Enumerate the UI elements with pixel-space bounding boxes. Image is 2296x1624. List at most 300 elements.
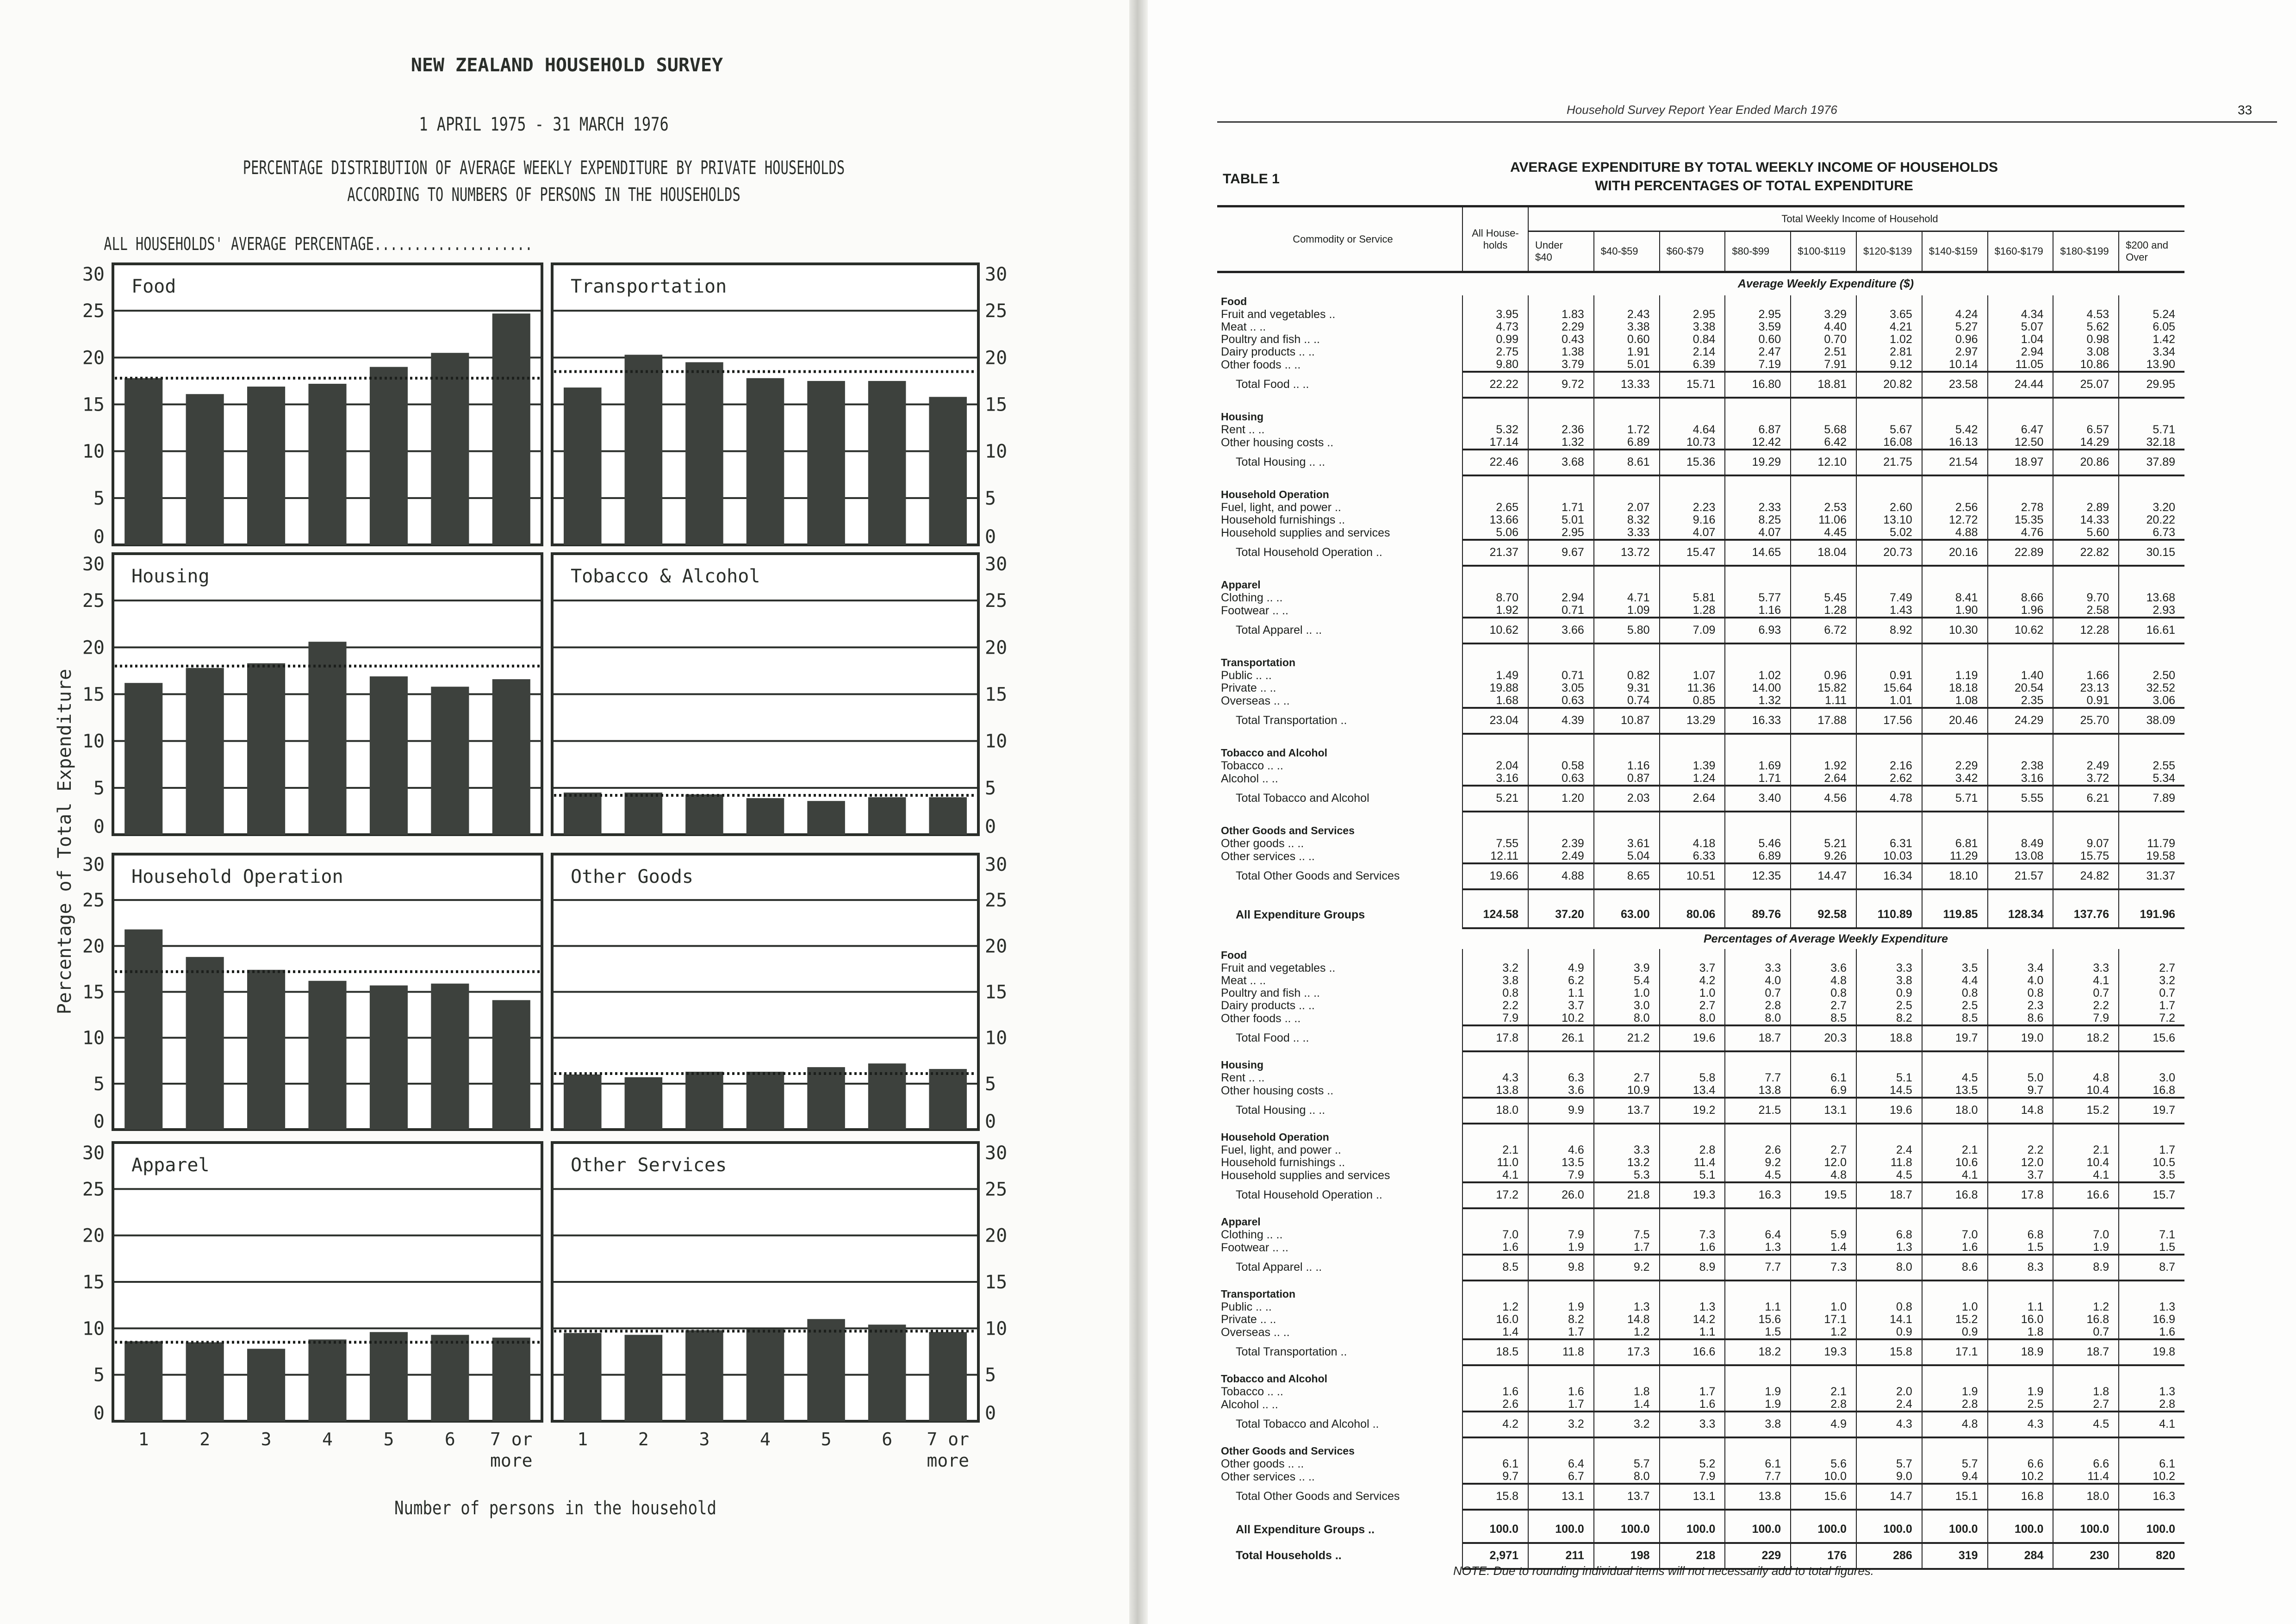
- survey-title: NEW ZEALAND HOUSEHOLD SURVEY: [411, 55, 723, 76]
- cell-value: 0.74: [1594, 694, 1660, 708]
- y-tick-label: 25: [82, 890, 105, 912]
- row-label: Private .. ..: [1221, 681, 1276, 694]
- cell-value: 19.2: [1660, 1098, 1725, 1124]
- y-tick-label: 0: [985, 816, 996, 837]
- cell-value: [1725, 488, 1791, 501]
- cell-value: 3.16: [1988, 772, 2053, 786]
- cell-value: [1922, 643, 1988, 656]
- cell-value: 11.4: [1660, 1156, 1725, 1169]
- cell-value: 7.9: [2053, 1012, 2119, 1025]
- bar-housing-1: [124, 683, 162, 835]
- cell-value: 2.1: [1462, 1144, 1528, 1156]
- total-row: [1217, 540, 2184, 566]
- cell-value: [1660, 824, 1725, 837]
- table-row: [1217, 514, 2184, 526]
- table-row: [1217, 682, 2184, 694]
- cell-value: 229: [1725, 1543, 1791, 1569]
- bar-tobacco-alcohol-7: [929, 797, 967, 835]
- cell-value: 100.0: [1462, 1517, 1528, 1543]
- cell-value: [1462, 824, 1528, 837]
- row-label: Fruit and vegetables ..: [1221, 307, 1336, 321]
- y-tick-label: 20: [82, 637, 105, 659]
- cell-value: 21.57: [1988, 863, 2053, 889]
- cell-value: 0.8: [1856, 1301, 1922, 1313]
- cell-value: 6.87: [1725, 424, 1791, 436]
- cell-value: 3.4: [1988, 962, 2053, 974]
- cell-value: 9.70: [2053, 592, 2119, 604]
- cell-value: 4.73: [1462, 321, 1528, 333]
- row-label: Total Housing .. ..: [1236, 456, 1325, 468]
- cell-value: 5.42: [1922, 424, 1988, 436]
- cell-value: 9.7: [1462, 1470, 1528, 1484]
- cell-value: 10.87: [1594, 708, 1660, 734]
- table-row: [1217, 346, 2184, 358]
- cell-value: [1988, 1373, 2053, 1386]
- bar-transportation-6: [868, 381, 906, 545]
- cell-value: 8.66: [1988, 592, 2053, 604]
- y-tick-label: 0: [93, 1403, 105, 1424]
- cell-value: 9.80: [1462, 358, 1528, 372]
- cell-value: [1462, 656, 1528, 669]
- cell-value: 1.01: [1856, 694, 1922, 708]
- cell-value: [1725, 643, 1791, 656]
- cell-value: 25.07: [2053, 372, 2119, 398]
- y-tick-label: 10: [985, 1318, 1008, 1340]
- cell-value: [1856, 579, 1922, 592]
- cell-value: 230: [2053, 1543, 2119, 1569]
- cell-value: 1.16: [1725, 604, 1791, 618]
- cell-value: 4.45: [1791, 526, 1856, 540]
- cell-value: 18.2: [1725, 1339, 1791, 1365]
- table-row: [1217, 760, 2184, 772]
- cell-value: 3.0: [2119, 1072, 2184, 1084]
- cell-value: [1988, 1216, 2053, 1229]
- y-tick-label: 5: [985, 487, 996, 509]
- cell-value: 3.16: [1462, 772, 1528, 786]
- header-income-6: $140-$159: [1922, 231, 1988, 272]
- cell-value: [1594, 643, 1660, 656]
- cell-value: 15.35: [1988, 514, 2053, 526]
- header-income-9: $200 and Over: [2119, 231, 2184, 272]
- table-row: [1217, 1386, 2184, 1398]
- cell-value: 80.06: [1660, 902, 1725, 928]
- cell-value: 21.54: [1922, 450, 1988, 475]
- cell-value: 6.8: [1856, 1229, 1922, 1241]
- cell-value: 11.79: [2119, 837, 2184, 850]
- table-row: [1217, 1470, 2184, 1484]
- cell-value: [1922, 475, 1988, 488]
- cell-value: 100.0: [1988, 1517, 2053, 1543]
- table-note: NOTE: Due to rounding individual items will not necessarily add to total figures.: [1453, 1564, 1874, 1578]
- cell-value: 0.58: [1528, 760, 1594, 772]
- cell-value: [2053, 411, 2119, 424]
- bar-other-services-4: [747, 1329, 784, 1421]
- row-label: Total Apparel .. ..: [1236, 624, 1322, 637]
- x-tick-label: 7 or more: [490, 1429, 533, 1471]
- table-row: [1217, 1458, 2184, 1470]
- header-income-5: $120-$139: [1856, 231, 1922, 272]
- spacer-row: [1217, 1365, 2184, 1373]
- cell-value: 18.7: [1856, 1182, 1922, 1208]
- cell-value: 0.9: [1856, 987, 1922, 999]
- cell-value: 1.7: [1528, 1326, 1594, 1339]
- cell-value: 2.8: [1922, 1398, 1988, 1412]
- y-tick-label: 15: [82, 1272, 105, 1293]
- cell-value: [1594, 949, 1660, 962]
- cell-value: 6.2: [1528, 974, 1594, 987]
- cell-value: 1.39: [1660, 760, 1725, 772]
- cell-value: 4.1: [2053, 1169, 2119, 1182]
- cell-value: 1.4: [1462, 1326, 1528, 1339]
- bar-food-6: [431, 353, 469, 545]
- table-row: [1217, 526, 2184, 540]
- cell-value: 5.7: [1856, 1458, 1922, 1470]
- cell-value: 191.96: [2119, 902, 2184, 928]
- cell-value: 15.6: [1791, 1484, 1856, 1510]
- cell-value: [1725, 889, 1791, 902]
- cell-value: 3.2: [2119, 974, 2184, 987]
- cell-value: [1725, 1510, 1791, 1517]
- bar-tobacco-alcohol-3: [685, 794, 723, 835]
- cell-value: 18.0: [2053, 1484, 2119, 1510]
- cell-value: [1988, 488, 2053, 501]
- cell-value: 3.06: [2119, 694, 2184, 708]
- cell-value: 3.2: [1594, 1412, 1660, 1437]
- cell-value: 1.2: [2053, 1301, 2119, 1313]
- cell-value: 6.33: [1660, 850, 1725, 863]
- cell-value: 19.7: [1922, 1025, 1988, 1051]
- row-label: Tobacco and Alcohol: [1221, 1373, 1328, 1385]
- cell-value: 1.2: [1594, 1326, 1660, 1339]
- cell-value: [1856, 1124, 1922, 1131]
- row-label: Apparel: [1221, 579, 1261, 591]
- cell-value: 4.1: [2053, 974, 2119, 987]
- cell-value: 7.0: [1462, 1229, 1528, 1241]
- cell-value: [1988, 411, 2053, 424]
- bar-other-services-2: [625, 1335, 663, 1421]
- cell-value: 8.9: [1660, 1255, 1725, 1280]
- cell-value: 19.7: [2119, 1098, 2184, 1124]
- cell-value: 6.6: [1988, 1458, 2053, 1470]
- cell-value: 4.07: [1725, 526, 1791, 540]
- panel-title: Household Operation: [131, 866, 343, 887]
- cell-value: 2.5: [1988, 1398, 2053, 1412]
- cell-value: 13.7: [1594, 1484, 1660, 1510]
- y-tick-label: 30: [985, 264, 1008, 285]
- cell-value: 6.31: [1856, 837, 1922, 850]
- cell-value: 5.62: [2053, 321, 2119, 333]
- cell-value: 13.33: [1594, 372, 1660, 398]
- cell-value: [1791, 1373, 1856, 1386]
- cell-value: 3.3: [1856, 962, 1922, 974]
- cell-value: [1922, 812, 1988, 824]
- cell-value: [1462, 1216, 1528, 1229]
- cell-value: 9.0: [1856, 1470, 1922, 1484]
- cell-value: 16.9: [2119, 1313, 2184, 1326]
- cell-value: [1462, 1280, 1528, 1288]
- cell-value: [2053, 734, 2119, 747]
- y-tick-label: 5: [93, 777, 105, 799]
- row-label: Household Operation: [1221, 488, 1329, 500]
- cell-value: [2119, 1437, 2184, 1445]
- row-label: [1217, 1051, 1462, 1059]
- cell-value: [1988, 579, 2053, 592]
- cell-value: 3.05: [1528, 682, 1594, 694]
- row-label: Other housing costs ..: [1221, 1084, 1334, 1097]
- total-row: [1217, 372, 2184, 398]
- row-label: Other foods .. ..: [1221, 358, 1301, 371]
- cell-value: 17.8: [1988, 1182, 2053, 1208]
- cell-value: 12.35: [1725, 863, 1791, 889]
- panel-title: Food: [131, 276, 176, 297]
- cell-value: [1922, 1373, 1988, 1386]
- panel-title: Other Services: [571, 1155, 727, 1176]
- table-row: [1217, 333, 2184, 346]
- cell-value: [1725, 656, 1791, 669]
- cell-value: [1922, 398, 1988, 411]
- cell-value: 100.0: [2053, 1517, 2119, 1543]
- cell-value: 4.1: [1462, 1169, 1528, 1182]
- cell-value: 1.40: [1988, 669, 2053, 682]
- cell-value: 32.18: [2119, 436, 2184, 450]
- cell-value: 2.8: [1660, 1144, 1725, 1156]
- cell-value: 2.81: [1856, 346, 1922, 358]
- cell-value: 4.5: [1856, 1169, 1922, 1182]
- cell-value: 13.66: [1462, 514, 1528, 526]
- cell-value: 1.6: [1528, 1386, 1594, 1398]
- row-label: Total Household Operation ..: [1236, 546, 1382, 559]
- x-axis-label: Number of persons in the household: [394, 1498, 716, 1519]
- cell-value: 100.0: [1791, 1517, 1856, 1543]
- cell-value: 1.9: [1528, 1241, 1594, 1255]
- total-row: [1217, 1412, 2184, 1437]
- cell-value: [2053, 1059, 2119, 1072]
- cell-value: [1660, 1365, 1725, 1373]
- table-label: TABLE 1: [1223, 171, 1280, 187]
- cell-value: [1660, 1124, 1725, 1131]
- cell-value: 1.96: [1988, 604, 2053, 618]
- cell-value: [1594, 566, 1660, 579]
- cell-value: [1660, 566, 1725, 579]
- cell-value: [1594, 1365, 1660, 1373]
- cell-value: 2.8: [2119, 1398, 2184, 1412]
- cell-value: 13.5: [1922, 1084, 1988, 1098]
- cell-value: 1.43: [1856, 604, 1922, 618]
- cell-value: 5.81: [1660, 592, 1725, 604]
- cell-value: 1.71: [1528, 501, 1594, 514]
- cell-value: 6.81: [1922, 837, 1988, 850]
- cell-value: 10.86: [2053, 358, 2119, 372]
- cell-value: [2053, 812, 2119, 824]
- cell-value: [1791, 656, 1856, 669]
- cell-value: 1.7: [1528, 1398, 1594, 1412]
- cell-value: 5.06: [1462, 526, 1528, 540]
- cell-value: 4.8: [1922, 1412, 1988, 1437]
- table-row: [1217, 850, 2184, 863]
- cell-value: [1725, 1445, 1791, 1458]
- y-tick-label: 25: [82, 1179, 105, 1200]
- expenditure-table: [1217, 205, 2184, 1570]
- cell-value: 9.8: [1528, 1255, 1594, 1280]
- cell-value: 10.2: [1988, 1470, 2053, 1484]
- cell-value: [1528, 1131, 1594, 1144]
- cell-value: 1.9: [2053, 1241, 2119, 1255]
- cell-value: 15.6: [2119, 1025, 2184, 1051]
- cell-value: 3.8: [1856, 974, 1922, 987]
- cell-value: 16.34: [1856, 863, 1922, 889]
- cell-value: 10.51: [1660, 863, 1725, 889]
- cell-value: 19.5: [1791, 1182, 1856, 1208]
- cell-value: 8.92: [1856, 618, 1922, 643]
- cell-value: [1922, 579, 1988, 592]
- cell-value: 13.2: [1594, 1156, 1660, 1169]
- y-tick-label: 15: [985, 684, 1008, 706]
- cell-value: 15.64: [1856, 682, 1922, 694]
- cell-value: 5.21: [1791, 837, 1856, 850]
- row-label: Meat .. ..: [1221, 974, 1266, 987]
- cell-value: 4.40: [1791, 321, 1856, 333]
- spacer-row: [1217, 734, 2184, 747]
- y-tick-label: 20: [985, 637, 1008, 659]
- group-header: [1217, 747, 2184, 760]
- cell-value: [1856, 1437, 1922, 1445]
- cell-value: 2.8: [1725, 999, 1791, 1012]
- cell-value: 13.90: [2119, 358, 2184, 372]
- cell-value: 15.7: [2119, 1182, 2184, 1208]
- cell-value: [1922, 824, 1988, 837]
- cell-value: [1594, 1280, 1660, 1288]
- cell-value: 6.42: [1791, 436, 1856, 450]
- total-row: [1217, 1255, 2184, 1280]
- y-tick-label: 10: [82, 731, 105, 752]
- cell-value: [1988, 949, 2053, 962]
- row-label: [1217, 643, 1462, 656]
- cell-value: 0.91: [2053, 694, 2119, 708]
- cell-value: [1594, 889, 1660, 902]
- cell-value: 2.23: [1660, 501, 1725, 514]
- cell-value: 14.8: [1988, 1098, 2053, 1124]
- bar-apparel-1: [124, 1341, 162, 1421]
- cell-value: 2.16: [1856, 760, 1922, 772]
- cell-value: [1922, 1437, 1988, 1445]
- cell-value: [1856, 1216, 1922, 1229]
- cell-value: [1660, 1510, 1725, 1517]
- table-row: [1217, 1398, 2184, 1412]
- y-tick-label: 5: [985, 1073, 996, 1095]
- cell-value: [1594, 1051, 1660, 1059]
- cell-value: 5.6: [1791, 1458, 1856, 1470]
- cell-value: 9.31: [1594, 682, 1660, 694]
- row-label: Total Apparel .. ..: [1236, 1261, 1322, 1274]
- cell-value: [1528, 566, 1594, 579]
- cell-value: [2119, 889, 2184, 902]
- cell-value: 6.89: [1594, 436, 1660, 450]
- spacer-row: [1217, 1510, 2184, 1517]
- row-label: Total Food .. ..: [1236, 1031, 1309, 1044]
- bar-food-1: [124, 378, 162, 545]
- y-tick-label: 5: [93, 1364, 105, 1386]
- cell-value: [1988, 1059, 2053, 1072]
- cell-value: 0.7: [1725, 987, 1791, 999]
- cell-value: [2053, 747, 2119, 760]
- y-tick-label: 30: [985, 554, 1008, 575]
- cell-value: 12.28: [2053, 618, 2119, 643]
- cell-value: 7.9: [1528, 1169, 1594, 1182]
- cell-value: [2053, 1437, 2119, 1445]
- bar-apparel-6: [431, 1335, 469, 1421]
- cell-value: [1791, 411, 1856, 424]
- cell-value: 20.82: [1856, 372, 1922, 398]
- cell-value: 7.7: [1725, 1255, 1791, 1280]
- cell-value: [1725, 1288, 1791, 1301]
- cell-value: 8.6: [1922, 1255, 1988, 1280]
- cell-value: [1660, 747, 1725, 760]
- cell-value: 23.04: [1462, 708, 1528, 734]
- bar-apparel-4: [308, 1339, 346, 1421]
- bar-other-services-7: [929, 1332, 967, 1421]
- total-row: [1217, 1484, 2184, 1510]
- row-label: Overseas .. ..: [1221, 1325, 1290, 1339]
- cell-value: [1594, 398, 1660, 411]
- cell-value: 4.5: [1725, 1169, 1791, 1182]
- cell-value: [1462, 949, 1528, 962]
- cell-value: [1462, 475, 1528, 488]
- cell-value: [1594, 1510, 1660, 1517]
- cell-value: [1988, 398, 2053, 411]
- cell-value: 5.27: [1922, 321, 1988, 333]
- table-row: [1217, 358, 2184, 372]
- cell-value: 5.71: [1922, 786, 1988, 812]
- table-section-1: [1217, 928, 2184, 1569]
- cell-value: 2.49: [1528, 850, 1594, 863]
- cell-value: [1528, 1051, 1594, 1059]
- x-tick-label: 3: [699, 1429, 710, 1449]
- cell-value: 1.16: [1594, 760, 1660, 772]
- cell-value: 20.73: [1856, 540, 1922, 566]
- cell-value: 8.61: [1594, 450, 1660, 475]
- cell-value: [1528, 1124, 1594, 1131]
- bar-housing-5: [370, 676, 408, 835]
- y-tick-label: 5: [985, 777, 996, 799]
- x-tick-label: 4: [760, 1429, 771, 1449]
- y-tick-label: 15: [82, 981, 105, 1003]
- spacer-row: [1217, 1437, 2184, 1445]
- cell-value: 4.9: [1528, 962, 1594, 974]
- row-label: Fuel, light, and power ..: [1221, 1143, 1341, 1156]
- cell-value: 0.60: [1725, 333, 1791, 346]
- cell-value: [2119, 1051, 2184, 1059]
- cell-value: 2.94: [1528, 592, 1594, 604]
- cell-value: 7.0: [2053, 1229, 2119, 1241]
- y-tick-label: 30: [82, 854, 105, 875]
- total-row: [1217, 1025, 2184, 1051]
- y-tick-label: 15: [985, 981, 1008, 1003]
- cell-value: 2.60: [1856, 501, 1922, 514]
- cell-value: 1.32: [1725, 694, 1791, 708]
- cell-value: [1856, 475, 1922, 488]
- group-header: [1217, 1059, 2184, 1072]
- cell-value: 6.57: [2053, 424, 2119, 436]
- x-tick-label: 1: [577, 1429, 588, 1449]
- y-tick-label: 30: [985, 854, 1008, 875]
- cell-value: 3.66: [1528, 618, 1594, 643]
- cell-value: 2,971: [1462, 1543, 1528, 1569]
- y-tick-label: 20: [985, 936, 1008, 957]
- cell-value: 14.7: [1856, 1484, 1922, 1510]
- cell-value: 137.76: [2053, 902, 2119, 928]
- cell-value: 1.90: [1922, 604, 1988, 618]
- bar-transportation-4: [747, 378, 784, 545]
